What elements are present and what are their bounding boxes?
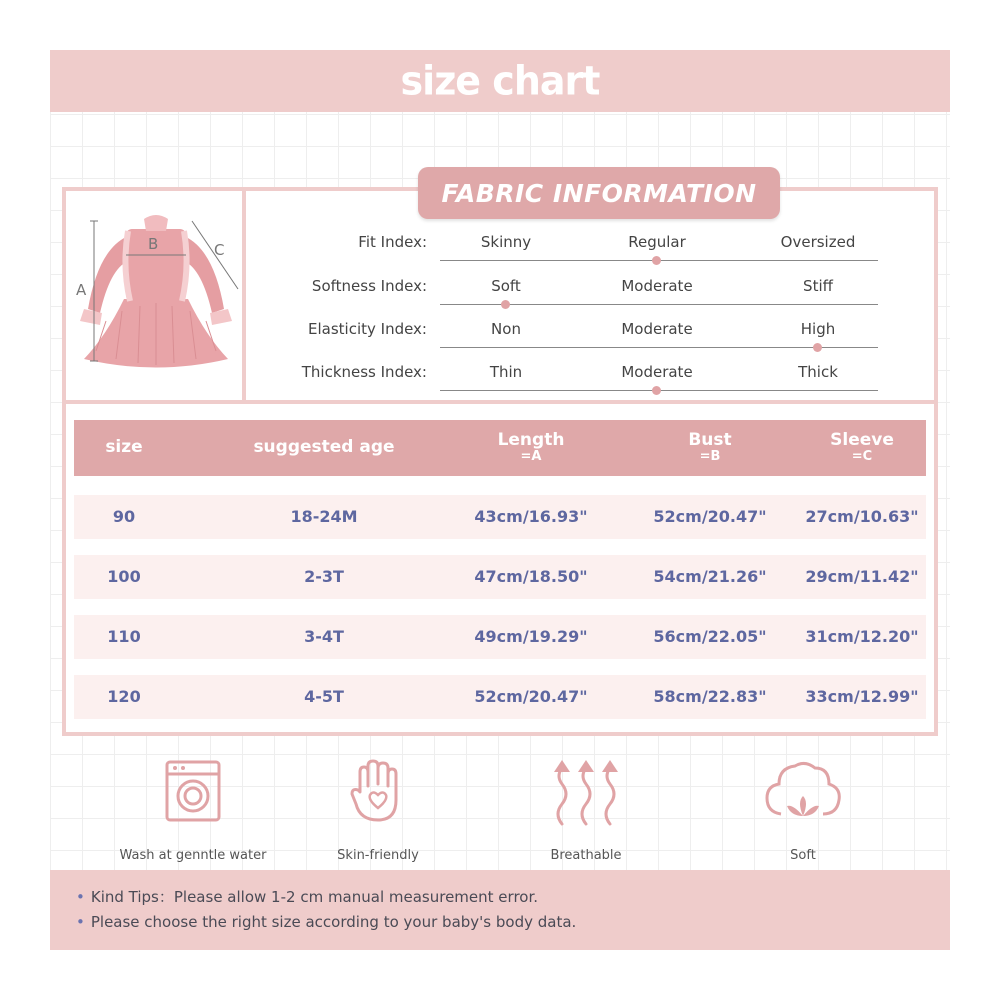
index-option: Oversized	[780, 233, 856, 251]
dress-label-c: C	[214, 241, 225, 259]
feature-label: Soft	[790, 848, 816, 863]
feature-label: Wash at genntle water	[119, 848, 267, 863]
header-sleeve: Sleeve =C	[830, 430, 894, 465]
bullet-icon: •	[76, 888, 85, 906]
size-chart-canvas	[50, 50, 950, 950]
header-length: Length =A	[497, 430, 565, 465]
size-table-header	[74, 420, 926, 476]
index-option: Skinny	[480, 233, 532, 251]
table-row	[74, 675, 926, 719]
index-row-softness	[235, 271, 925, 315]
cell-age: 4-5T	[304, 687, 344, 706]
header-suggested-age: suggested age	[253, 437, 395, 458]
dress-label-a: A	[76, 281, 87, 299]
dress-label-b: B	[148, 235, 159, 253]
table-row	[74, 615, 926, 659]
index-marker	[652, 386, 661, 395]
hand-heart-icon	[348, 758, 408, 826]
dress-illustration	[66, 191, 246, 400]
tip-item: • Kind Tips：Please allow 1-2 cm manual measurement error.	[76, 888, 539, 906]
cell-age: 3-4T	[304, 627, 344, 646]
cell-length: 52cm/20.47"	[474, 687, 588, 706]
dress-image-cell	[66, 191, 246, 400]
bullet-icon: •	[76, 913, 85, 931]
index-option: Non	[491, 320, 521, 338]
index-row-thickness	[235, 357, 925, 401]
index-row-fit	[235, 227, 925, 271]
index-option: Stiff	[803, 277, 833, 295]
cell-age: 2-3T	[304, 567, 344, 586]
cell-length: 47cm/18.50"	[474, 567, 588, 586]
cotton-icon	[763, 758, 843, 824]
washing-machine-icon	[163, 758, 223, 824]
cell-size: 90	[112, 507, 136, 526]
cell-size: 120	[107, 687, 141, 706]
index-label: Elasticity Index:	[308, 320, 427, 338]
cell-bust: 58cm/22.83"	[653, 687, 767, 706]
index-marker	[501, 300, 510, 309]
header-banner	[50, 50, 950, 112]
cell-bust: 54cm/21.26"	[653, 567, 767, 586]
feature-label: Skin-friendly	[337, 848, 419, 863]
fabric-info-title: FABRIC INFORMATION	[441, 178, 757, 208]
cell-length: 43cm/16.93"	[474, 507, 588, 526]
cell-sleeve: 27cm/10.63"	[805, 507, 919, 526]
breathable-arrows-icon	[548, 758, 624, 828]
cell-sleeve: 29cm/11.42"	[805, 567, 919, 586]
tip-item: • Please choose the right size according to your baby's body data.	[76, 913, 577, 931]
header-bust: Bust =B	[688, 430, 732, 465]
index-option: Regular	[628, 233, 686, 251]
cell-bust: 56cm/22.05"	[653, 627, 767, 646]
tips-footer	[50, 870, 950, 950]
table-row	[74, 495, 926, 539]
table-row	[74, 555, 926, 599]
index-marker	[813, 343, 822, 352]
index-marker	[652, 256, 661, 265]
cell-length: 49cm/19.29"	[474, 627, 588, 646]
index-option: Moderate	[621, 277, 693, 295]
index-label: Fit Index:	[358, 233, 427, 251]
fabric-info-tab	[418, 167, 780, 219]
page-title: size chart	[400, 57, 600, 105]
cell-sleeve: 33cm/12.99"	[805, 687, 919, 706]
cell-size: 110	[107, 627, 141, 646]
header-size: size	[105, 437, 143, 458]
cell-bust: 52cm/20.47"	[653, 507, 767, 526]
index-row-elasticity	[235, 314, 925, 358]
index-option: High	[800, 320, 836, 338]
feature-label: Breathable	[550, 848, 622, 863]
index-option: Thick	[798, 363, 838, 381]
index-label: Softness Index:	[311, 277, 427, 295]
index-option: Moderate	[621, 320, 693, 338]
index-option: Soft	[491, 277, 521, 295]
cell-size: 100	[107, 567, 141, 586]
cell-age: 18-24M	[290, 507, 358, 526]
index-option: Moderate	[621, 363, 693, 381]
cell-sleeve: 31cm/12.20"	[805, 627, 919, 646]
index-option: Thin	[489, 363, 523, 381]
index-label: Thickness Index:	[301, 363, 427, 381]
